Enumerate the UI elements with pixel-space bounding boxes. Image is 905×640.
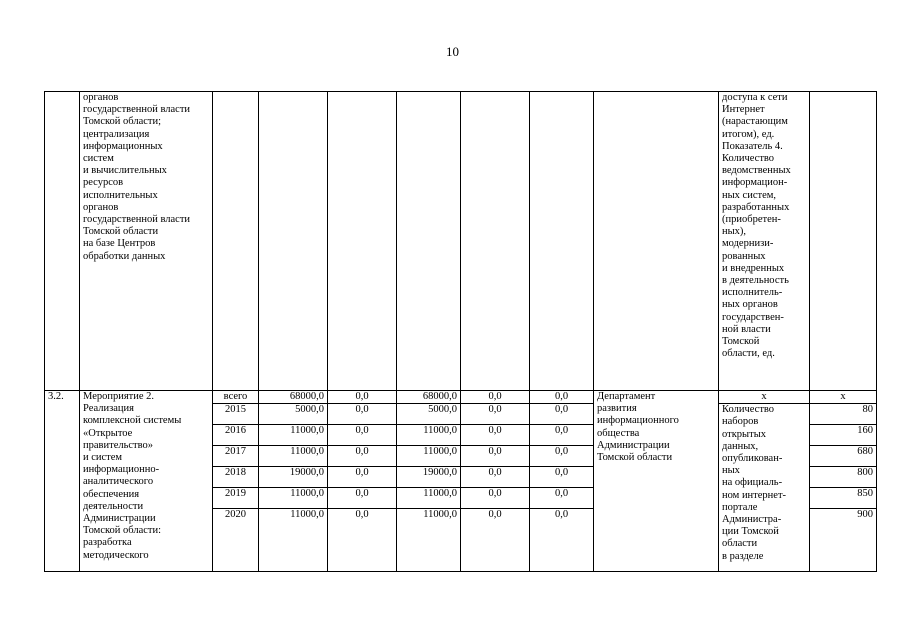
- total-cell: 11000,0: [259, 488, 328, 509]
- period-cell: 2019: [213, 488, 259, 509]
- period-cell: 2017: [213, 446, 259, 467]
- total-cell: 5000,0: [259, 404, 328, 425]
- local-cell: 0,0: [461, 425, 530, 446]
- period-cell: 2018: [213, 467, 259, 488]
- local-cell: 0,0: [461, 391, 530, 404]
- total-cell: 68000,0: [259, 391, 328, 404]
- indicator-name-cell: Количество наборов открытых данных, опубликован- ных на официаль- ном интернет- портале Администра- ции Томской области в разделе: [719, 404, 810, 572]
- other-cell: 0,0: [530, 488, 594, 509]
- measure-name-cell: Мероприятие 2. Реализация комплексной системы «Открытое правительство» и систем информационно- аналитического обеспечения деятельности Администрации Томской области: разработка методического: [80, 391, 213, 572]
- executor-cell: Департамент развития информационного общества Администрации Томской области: [594, 391, 719, 572]
- indicator-name-cell: х: [719, 391, 810, 404]
- page-number: 10: [446, 44, 459, 59]
- federal-cell: 0,0: [328, 404, 397, 425]
- local-cell: 0,0: [461, 488, 530, 509]
- federal-cell: 0,0: [328, 509, 397, 572]
- other-cell: 0,0: [530, 509, 594, 572]
- regional-cell: 68000,0: [397, 391, 461, 404]
- total-cell: [259, 92, 328, 391]
- local-cell: 0,0: [461, 509, 530, 572]
- indicator-name-cell: доступа к сети Интернет (нарастающим итогом), ед. Показатель 4. Количество ведомственных информацион- ных систем, разработанных (приобретен- ных), модернизи- рованных и внедренных в деятельность исполнитель- ных органов государствен- ной власти Томской области, ед.: [719, 92, 810, 391]
- federal-cell: 0,0: [328, 467, 397, 488]
- other-cell: 0,0: [530, 404, 594, 425]
- indicator-value-cell: х: [810, 391, 877, 404]
- regional-cell: 5000,0: [397, 404, 461, 425]
- federal-cell: 0,0: [328, 488, 397, 509]
- indicator-value-cell: 850: [810, 488, 877, 509]
- indicator-value-cell: 800: [810, 467, 877, 488]
- local-cell: [461, 92, 530, 391]
- indicator-value-cell: [810, 92, 877, 391]
- executor-cell: [594, 92, 719, 391]
- period-cell: [213, 92, 259, 391]
- regional-cell: [397, 92, 461, 391]
- indicator-value-cell: 80: [810, 404, 877, 425]
- period-cell: всего: [213, 391, 259, 404]
- regional-cell: 11000,0: [397, 509, 461, 572]
- total-cell: 11000,0: [259, 425, 328, 446]
- federal-cell: 0,0: [328, 425, 397, 446]
- period-cell: 2020: [213, 509, 259, 572]
- regional-cell: 11000,0: [397, 425, 461, 446]
- total-cell: 11000,0: [259, 446, 328, 467]
- indicator-value-cell: 900: [810, 509, 877, 572]
- table-row: [45, 391, 877, 404]
- regional-cell: 11000,0: [397, 446, 461, 467]
- regional-cell: 11000,0: [397, 488, 461, 509]
- federal-cell: 0,0: [328, 446, 397, 467]
- period-cell: 2015: [213, 404, 259, 425]
- measure-name-cell: органов государственной власти Томской области; централизация информационных систем и вычислительных ресурсов исполнительных органов государственной власти Томской области на базе Центров обработки данных: [80, 92, 213, 391]
- table-row: [45, 92, 877, 391]
- program-measures-table: [44, 91, 877, 572]
- period-cell: 2016: [213, 425, 259, 446]
- federal-cell: 0,0: [328, 391, 397, 404]
- measure-number-cell: [45, 92, 80, 391]
- total-cell: 19000,0: [259, 467, 328, 488]
- other-cell: 0,0: [530, 446, 594, 467]
- indicator-value-cell: 680: [810, 446, 877, 467]
- regional-cell: 19000,0: [397, 467, 461, 488]
- other-cell: 0,0: [530, 391, 594, 404]
- measure-number-cell: 3.2.: [45, 391, 80, 572]
- other-cell: 0,0: [530, 425, 594, 446]
- total-cell: 11000,0: [259, 509, 328, 572]
- local-cell: 0,0: [461, 467, 530, 488]
- federal-cell: [328, 92, 397, 391]
- other-cell: 0,0: [530, 467, 594, 488]
- indicator-value-cell: 160: [810, 425, 877, 446]
- local-cell: 0,0: [461, 446, 530, 467]
- local-cell: 0,0: [461, 404, 530, 425]
- other-cell: [530, 92, 594, 391]
